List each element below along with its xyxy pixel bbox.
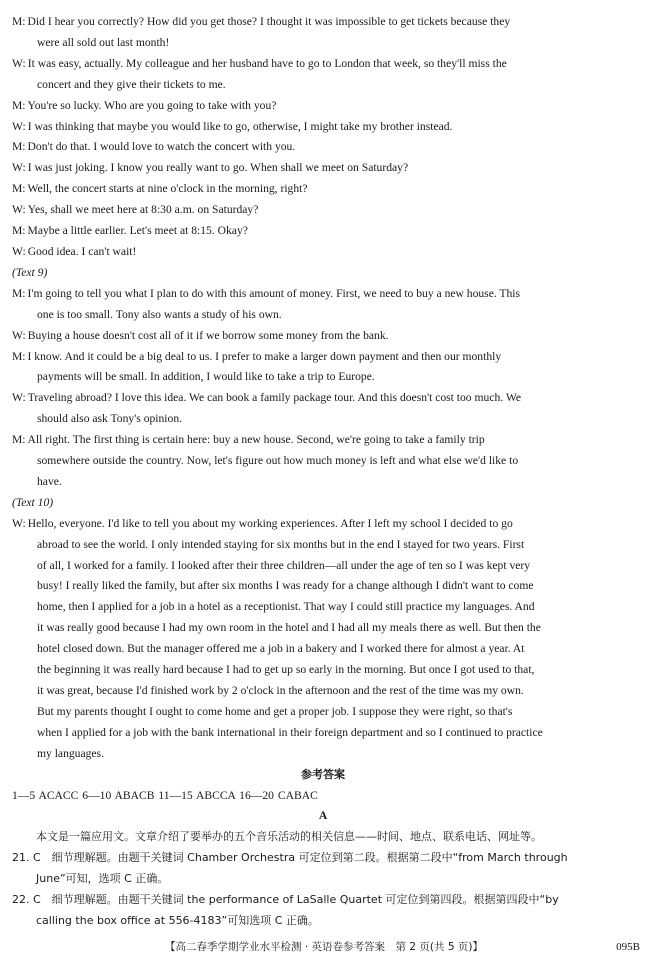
turn-text: I was just joking. I know you really want to go. When shall we meet on Saturday? [27, 161, 409, 175]
turn-text: Maybe a little earlier. Let's meet at 8:15. Okay? [27, 224, 248, 238]
turn-continuation-line: hotel closed down. But the manager offered me a job in a bakery and I worked there for almost a year. At [37, 642, 525, 656]
turn-first-line [12, 179, 634, 200]
turn-text: I'm going to tell you what I plan to do with this amount of money. First, we need to buy a new house. This [27, 286, 521, 300]
turn-text: You're so lucky. Who are you going to take with you? [27, 98, 277, 112]
speaker-label: W: [12, 244, 26, 258]
text10-monologue [12, 514, 634, 765]
turn-continuation-line: home, then I applied for a job in a hotel as a receptionist. That way I could still practice my languages. And [37, 600, 535, 614]
turn-text: All right. The first thing is certain here: buy a new house. Second, we're going to take a family trip [27, 433, 485, 447]
turn-text: Yes, shall we meet here at 8:30 a.m. on Saturday? [27, 203, 259, 217]
turn-first-line [12, 242, 634, 263]
turn-first-line [12, 326, 634, 347]
text8-dialogue [12, 12, 634, 263]
speaker-label: W: [12, 203, 26, 217]
speaker-label: M: [12, 349, 26, 363]
turn-text: Well, the concert starts at nine o'clock in the morning, right? [27, 182, 308, 196]
turn-continuation-line: when I applied for a job with the bank international in their foreign department and so I continued to practice [37, 725, 543, 739]
turn-first-line [12, 200, 634, 221]
dialogue-turn [12, 158, 634, 179]
speaker-label: M: [12, 140, 26, 154]
dialogue-turn [12, 242, 634, 263]
turn-continuation-line: have. [37, 474, 62, 488]
dialogue-turn [12, 12, 634, 54]
speaker-label: W: [12, 56, 26, 70]
dialogue-turn [12, 117, 634, 138]
turn-first-line [12, 514, 634, 535]
turn-first-line [12, 54, 634, 75]
dialogue-turn [12, 388, 634, 430]
turn-continuation-line: But my parents thought I ought to come home and get a proper job. I suppose they were right, so that's [37, 704, 513, 718]
q21-line-2: June”可知，选项 C 正确。 [36, 872, 169, 886]
footer-title: 【高二春季学期学业水平检测 · 英语卷参考答案 第 2 页(共 5 页)】 [165, 941, 483, 953]
turn-continuation-line: it was really good because I had my own room in the hotel and I had all my meals there as well. But then the [37, 621, 541, 635]
speaker-label: W: [12, 328, 26, 342]
turn-continuation-line: the beginning it was really hard because I had to get up so early in the morning. But once I got used to that, [37, 663, 535, 677]
turn-text: I know. And it could be a big deal to us. I prefer to make a larger down payment and then our monthly [27, 349, 502, 363]
turn-first-line [12, 158, 634, 179]
turn-continuation-line: busy! I really liked the family, but after six months I was ready for a change although I didn't want to come [37, 579, 534, 593]
text9-dialogue [12, 284, 634, 493]
speaker-label: W: [12, 119, 26, 133]
turn-text: Buying a house doesn't cost all of it if we borrow some money from the bank. [27, 328, 389, 342]
dialogue-turn [12, 326, 634, 347]
turn-text: Don't do that. I would love to watch the concert with you. [27, 140, 296, 154]
turn-continuation-line: it was great, because I'd finished work by 2 o'clock in the afternoon and the rest of the time was my own. [37, 684, 524, 697]
turn-text: Did I hear you correctly? How did you get those? I thought it was impossible to get tickets because they [27, 15, 511, 28]
dialogue-turn [12, 54, 634, 96]
dialogue-turn [12, 514, 634, 765]
speaker-label: M: [12, 182, 26, 196]
turn-first-line [12, 221, 634, 242]
turn-text: Good idea. I can't wait! [27, 244, 137, 258]
turn-first-line [12, 284, 634, 305]
dialogue-turn [12, 284, 634, 326]
document-content [12, 12, 634, 932]
turn-text: It was easy, actually. My colleague and her husband have to go to London that week, so they'll miss the [27, 56, 507, 70]
q21-line-1: 21. C 细节理解题。由题干关键词 Chamber Orchestra 可定位到第二段。根据第二段中“from March through [12, 851, 568, 865]
turn-continuation-line: somewhere outside the country. Now, let's figure out how much money is left and what else we'd like to [37, 454, 519, 468]
turn-first-line [12, 347, 634, 368]
speaker-label: W: [12, 391, 26, 405]
speaker-label: M: [12, 286, 26, 300]
q22-line-1: 22. C 细节理解题。由题干关键词 the performance of LaSalle Quartet 可定位到第四段。根据第四段中“by [12, 893, 559, 907]
turn-text: Traveling abroad? I love this idea. We can book a family package tour. And this doesn't cost too much. We [27, 391, 522, 405]
turn-first-line [12, 117, 634, 138]
footer-code: 095B [616, 941, 640, 953]
turn-continuation-line: payments will be small. In addition, I would like to take a trip to Europe. [37, 370, 375, 384]
speaker-label: W: [12, 516, 26, 530]
turn-continuation-line: abroad to see the world. I only intended staying for six months but in the end I stayed for two years. First [37, 537, 525, 551]
dialogue-turn [12, 347, 634, 389]
passage-intro: 本文是一篇应用文。文章介绍了要举办的五个音乐活动的相关信息——时间、地点、联系电话、网址等。 [36, 830, 542, 844]
turn-first-line [12, 12, 634, 33]
turn-continuation-line: one is too small. Tony also wants a study of his own. [37, 307, 282, 321]
answer-heading: 参考答案 [301, 767, 345, 781]
turn-continuation-line: my languages. [37, 746, 104, 760]
dialogue-turn [12, 200, 634, 221]
turn-first-line [12, 388, 634, 409]
question-21 [12, 848, 634, 890]
turn-text: I was thinking that maybe you would like to go, otherwise, I might take my brother instead. [27, 119, 453, 133]
dialogue-turn [12, 430, 634, 493]
text9-label: (Text 9) [12, 265, 48, 279]
question-22 [12, 890, 634, 932]
speaker-label: M: [12, 433, 26, 447]
turn-first-line [12, 96, 634, 117]
dialogue-turn [12, 137, 634, 158]
speaker-label: W: [12, 161, 26, 175]
turn-continuation-line: of all, I worked for a family. I looked after their three children—all under the age of ten so I was kept very [37, 558, 531, 572]
turn-first-line [12, 137, 634, 158]
turn-continuation-line: were all sold out last month! [37, 35, 170, 49]
turn-continuation-line: concert and they give their tickets to me. [37, 77, 226, 91]
speaker-label: M: [12, 15, 26, 28]
dialogue-turn [12, 96, 634, 117]
speaker-label: M: [12, 224, 26, 238]
section-a-heading: A [318, 809, 328, 823]
turn-text: Hello, everyone. I'd like to tell you about my working experiences. After I left my school I decided to go [27, 516, 513, 530]
speaker-label: M: [12, 98, 26, 112]
turn-first-line [12, 430, 634, 451]
turn-continuation-line: should also ask Tony's opinion. [37, 412, 183, 426]
text10-label: (Text 10) [12, 495, 54, 509]
q22-line-2: calling the box office at 556-4183”可知选项 C 正确。 [36, 913, 319, 927]
page-footer [0, 937, 648, 957]
dialogue-turn [12, 179, 634, 200]
dialogue-turn [12, 221, 634, 242]
answer-key: 1—5 ACACC 6—10 ABACB 11—15 ABCCA 16—20 CABAC [12, 788, 318, 802]
